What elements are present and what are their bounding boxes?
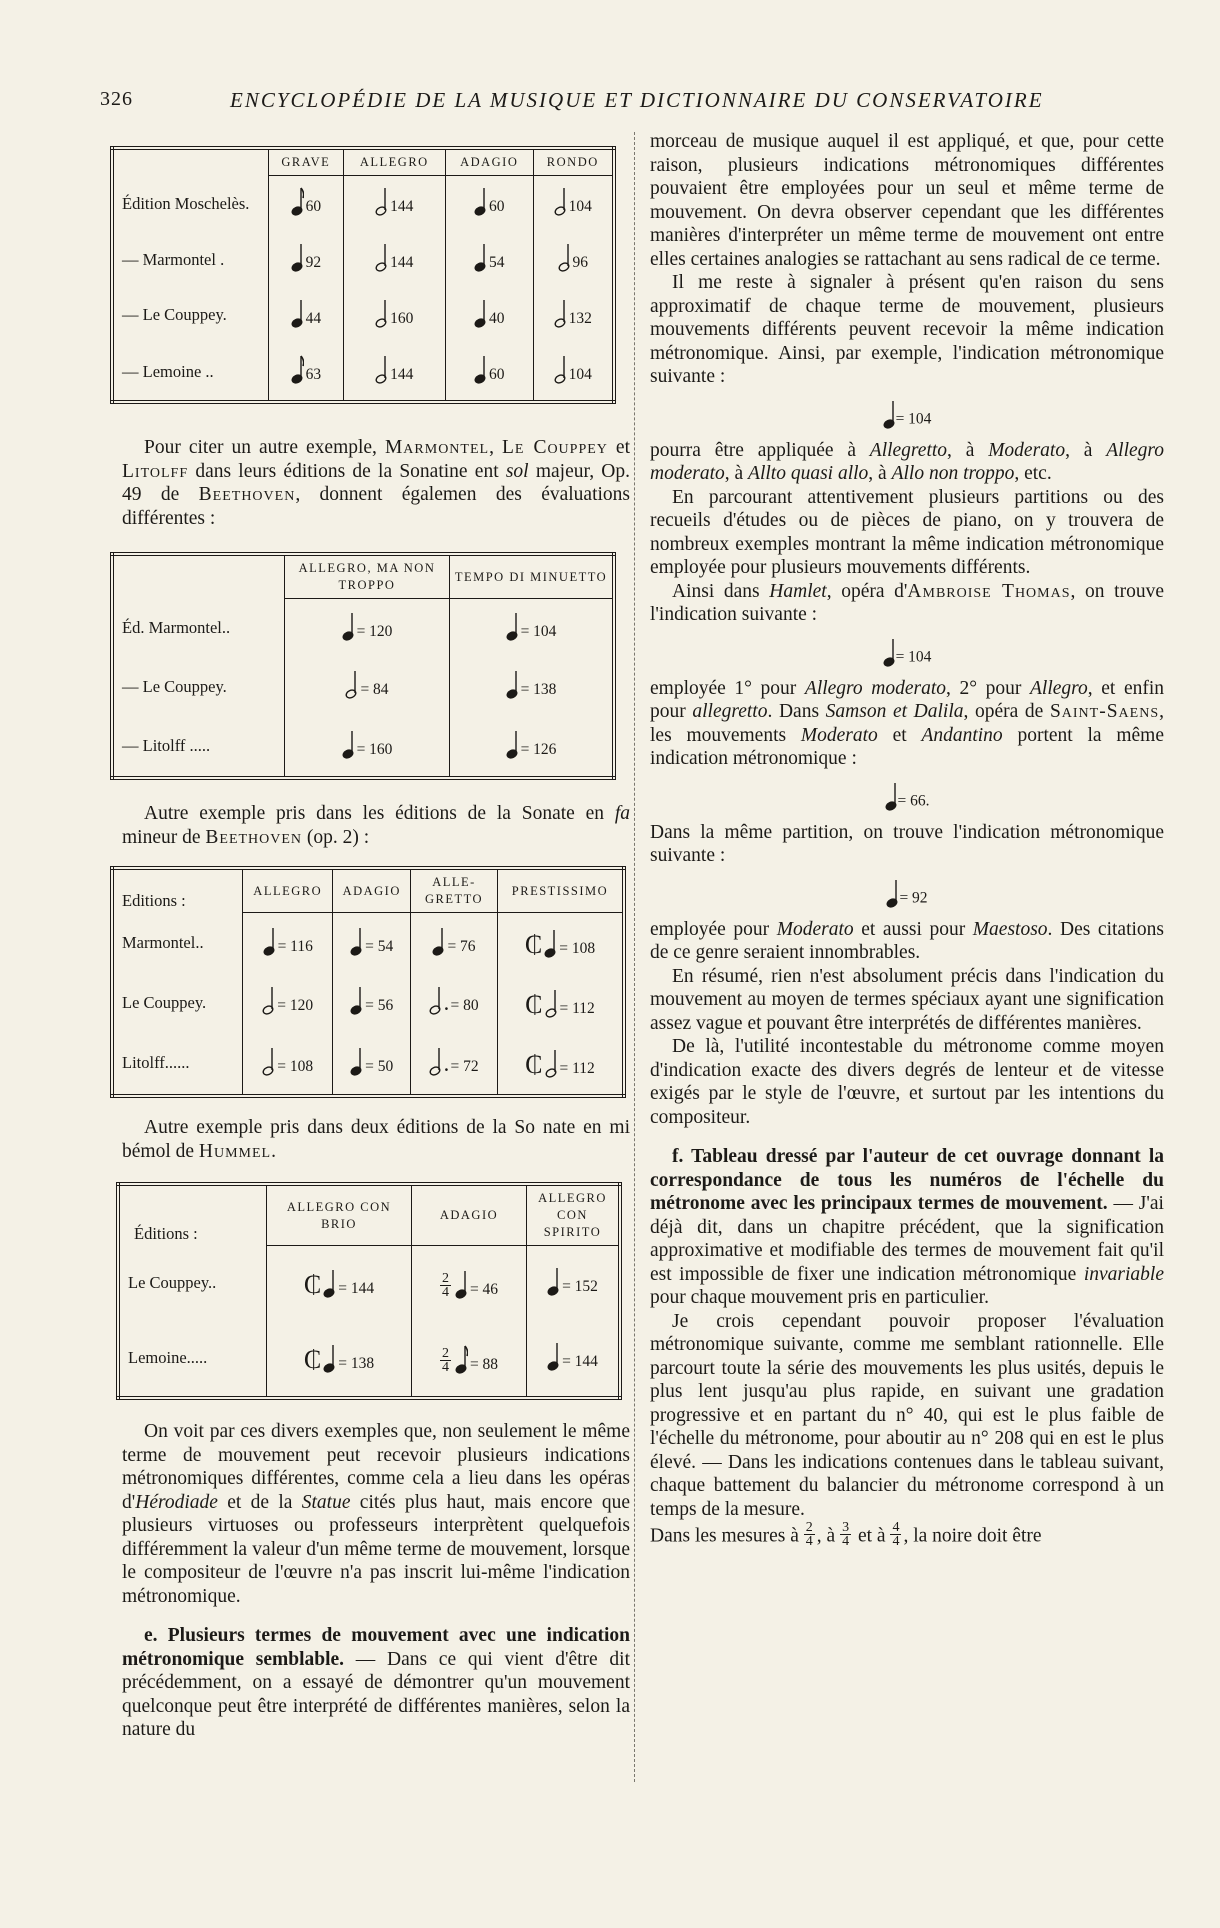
metronome-cell [533,288,614,344]
table-row [112,658,614,716]
metronome-value: = 76 [447,937,476,955]
table-header: ALLEGRO CON SPIRITO [527,1184,621,1246]
cut-time-icon: ₵ [525,989,543,1019]
metronome-cell [269,176,344,232]
metronome-value: = 108 [277,1057,314,1075]
metronome-cell [450,599,615,658]
metronome-cell [333,973,411,1033]
table-row [112,288,614,344]
quarter-note-icon [474,298,487,328]
half-note-icon [375,354,388,384]
quarter-note-icon [342,729,355,759]
table-header: GRAVE [269,148,344,176]
cut-time-icon: ₵ [525,1050,543,1080]
paragraph-hummel: Autre exemple pris dans deux éditions de la So nate en mi bémol de Hummel. [122,1117,630,1162]
cut-time-icon: ₵ [303,1345,322,1375]
row-label: — Lemoine .. [122,361,214,381]
table-header: PRESTISSIMO [498,868,625,913]
metronome-value: = 72 [450,1057,479,1075]
row-label: Le Couppey.. [128,1272,217,1292]
time-signature: $\frac{2}{4}$ [441,1271,449,1301]
metronome-value: = 84 [360,681,389,699]
section-heading-e: e. Plusieurs termes de mouvement avec une indication métronomique semblable. [122,1625,630,1670]
quarter-note-icon [263,926,276,956]
metronome-value: = 112 [559,1060,595,1078]
table-header: ALLEGRO [243,868,333,913]
metronome-cell [243,973,333,1033]
metronome-value: 60 [305,198,322,216]
paragraph: Ainsi dans Hamlet, opéra d'Ambroise Thomas, on trouve l'indication suivante : [650,580,1164,625]
metronome-value: 104 [568,198,592,216]
table-header: ALLE-GRETTO [411,868,498,913]
table-row [112,343,614,402]
paragraph-section-f: f. Tableau dressé par l'auteur de cet ouvrage donnant la correspondance de tous les numéros de l'échelle du métronome avec les principaux termes de mouvement. — J'ai déjà dit, dans un chapitre précédent, que la signification approximative et modifiable des termes de mouvement fait qu'il est impossible de fixer une indication métronomique invariable pour chaque mouvement pris en particulier. [650,1146,1164,1308]
quarter-note-icon [547,1341,560,1371]
metronome-value: = 80 [450,997,479,1015]
section-heading-f: f. Tableau dressé par l'auteur de cet ouvrage donnant la correspondance de tous les numéros de l'échelle du métronome avec les principaux termes de mouvement. [650,1146,1164,1214]
table-header: ADAGIO [445,148,533,176]
quarter-note-icon [886,878,899,910]
paragraph-measures: Dans les mesures à $\frac{2}{4}$ , à $\frac{3}{4}$ et à $\frac{4}{4}$ , la noire doit être [650,1520,1042,1549]
table-header: ADAGIO [412,1184,527,1246]
running-title: ENCYCLOPÉDIE DE LA MUSIQUE ET DICTIONNAIRE DU CONSERVATOIRE [230,88,1044,112]
metronome-value: = 126 [520,740,557,758]
dotted-half-note-icon [429,1046,442,1076]
metronome-mark-66: = 66. [650,781,1164,813]
half-note-icon [262,985,275,1015]
paragraph: De là, l'utilité incontestable du métronome comme moyen d'indication exacte des divers degrés de lenteur et de vitesse exigés par le style de l'œuvre, et surtout par les intentions du compositeur. [650,1036,1164,1128]
page-number: 326 [100,88,133,110]
table-header: TEMPO DI MINUETTO [450,554,615,599]
cut-time-icon: ₵ [303,1270,322,1300]
metronome-value: = 112 [559,999,595,1017]
metronome-value: = 46 [469,1281,499,1299]
paragraph: Je crois cependant pouvoir proposer l'évaluation métronomique suivante, comme me semblant rationnelle. Elle parcourt toute la série des mouvements les plus usités, depuis le plus lent jusqu'au plus rapide, en suivant une gradation progressive et en partant du n° 40, qui est le plus faible de l'échelle du métronome, pour aboutir au n° 208 qui en est le plus élevé. — Dans les indications contenues dans le tableau suivant, chaque battement du balancier du métronome correspond à un temps de la mesure. [650,1310,1164,1520]
metronome-cell: . = 80 [411,973,498,1033]
metronome-value: 44 [305,309,322,327]
table-row [112,599,614,658]
metronome-cell [343,343,445,402]
paragraph: pourra être appliquée à Allegretto, à Moderato, à Allegro moderato, à Allto quasi allo, à Allo non troppo, etc. [650,439,1165,484]
metronome-cell [343,176,445,232]
metronome-cell [269,288,344,344]
quarter-note-icon [342,611,355,641]
metronome-value: = 120 [356,622,393,640]
metronome-value: = 138 [520,681,557,699]
table-row [118,1320,620,1398]
table-corner-label: Éditions : [134,1223,198,1243]
metronome-cell [498,1033,625,1096]
table-header: ALLEGRO, MA NON TROPPO [285,554,450,599]
table-row [112,176,614,232]
half-note-icon [545,988,558,1018]
metronome-value: = 104 [520,622,557,640]
metronome-table-hummel [116,1182,622,1400]
time-signature: $\frac{2}{4}$ [441,1346,449,1376]
row-label: Lemoine..... [128,1348,208,1368]
metronome-cell [243,913,333,974]
metronome-cell [527,1320,621,1398]
quarter-note-icon [474,186,487,216]
metronome-cell [445,232,533,288]
quarter-note-icon [350,985,363,1015]
half-note-icon [375,298,388,328]
metronome-value: 92 [305,254,322,272]
half-note-icon [262,1046,275,1076]
row-label: — Le Couppey. [122,305,227,325]
metronome-cell [343,232,445,288]
metronome-cell [412,1320,527,1398]
quarter-note-icon [474,354,487,384]
metronome-cell [343,288,445,344]
quarter-note-icon [883,637,896,669]
table-header: ALLEGRO CON BRIO [267,1184,412,1246]
metronome-value: = 108 [559,940,596,958]
metronome-cell [533,232,614,288]
paragraph: employée 1° pour Allegro moderato, 2° pour Allegro, et enfin pour allegretto. Dans Samson et Dalila, opéra de Saint-Saens, les mouvements Moderato et Andantino portent la même indication métronomique : [650,677,1165,769]
metronome-mark-104-hamlet: = 104 [650,637,1164,669]
metronome-cell [527,1246,621,1321]
table-header: ADAGIO [333,868,411,913]
paragraph: En résumé, rien n'est absolument précis dans l'indication du mouvement au moyen de termes spéciaux ayant une signification assez vague et pouvant être interprétés de différentes manières. [650,965,1164,1034]
metronome-value: = 56 [365,997,394,1015]
paragraph-sonatine: Pour citer un autre exemple, Marmontel, Le Couppey et Litolff dans leurs éditions de la Sonatine ent sol majeur, Op. 49 de Beethoven, donnent égalemen des évaluations différentes : [122,437,631,529]
paragraph: employée pour Moderato et aussi pour Maestoso. Des citations de ce genre seraient innombrables. [650,918,1164,963]
table-row [112,973,624,1033]
metronome-cell [285,599,450,658]
eighth-note-icon [455,1344,468,1374]
table-header: ALLEGRO [343,148,445,176]
metronome-value: = 152 [562,1277,598,1295]
table-row [118,1246,620,1321]
metronome-value: 104 [568,366,592,384]
row-label: Éd. Marmontel.. [122,618,231,638]
quarter-note-icon [432,926,445,956]
eighth-note-icon [291,354,304,384]
metronome-value: = 116 [277,937,313,955]
metronome-value: = 144 [562,1352,598,1370]
paragraph: morceau de musique auquel il est appliqué, et que, pour cette raison, plusieurs indications métronomiques différentes pouvaient être employées pour un seul et même terme de mouvement. On devra observer cependant que les différentes manières d'interpréter un même terme de mouvement ont entre elles certaines analogies se rattachant au sens radical de ce terme. [650,131,1164,270]
metronome-cell [450,716,615,778]
quarter-note-icon [455,1269,468,1299]
metronome-value: 60 [488,198,505,216]
table-row [112,1033,624,1096]
quarter-note-icon [885,781,898,813]
time-signature-2-4: $\frac{2}{4}$ [805,1520,813,1549]
quarter-note-icon [291,298,304,328]
half-note-icon [558,242,571,272]
metronome-value: = 138 [338,1355,375,1373]
metronome-cell [450,658,615,716]
metronome-cell [267,1246,412,1321]
metronome-cell [333,913,411,974]
metronome-cell [333,1033,411,1096]
half-note-icon [554,298,567,328]
metronome-value: 96 [572,254,589,272]
table-header: RONDO [533,148,614,176]
quarter-note-icon [506,729,519,759]
metronome-cell [269,343,344,402]
table-row [112,716,614,778]
paragraph-sonate-fa: Autre exemple pris dans les éditions de la Sonate en fa mineur de Beethoven (op. 2) : [122,803,630,848]
time-signature-4-4: $\frac{4}{4}$ [892,1520,900,1549]
time-signature-3-4: $\frac{3}{4}$ [842,1520,850,1549]
metronome-cell [285,716,450,778]
metronome-cell [445,288,533,344]
table-row [112,232,614,288]
half-note-icon [375,186,388,216]
metronome-cell [285,658,450,716]
metronome-cell [498,913,625,974]
row-label: — Litolff ..... [122,736,211,756]
dotted-half-note-icon [429,985,442,1015]
metronome-value: = 88 [469,1356,499,1374]
quarter-note-icon [291,242,304,272]
half-note-icon [554,186,567,216]
quarter-note-icon [323,1268,336,1298]
metronome-value: = 144 [338,1280,375,1298]
metronome-cell [267,1320,412,1398]
right-column-body [650,130,1164,1548]
quarter-note-icon [506,611,519,641]
half-note-icon [545,1048,558,1078]
metronome-cell [445,343,533,402]
metronome-value: 132 [568,309,592,327]
metronome-mark-104: = 104 [650,399,1164,431]
metronome-mark-92: = 92 [650,878,1164,910]
quarter-note-icon [547,1266,560,1296]
half-note-icon [375,242,388,272]
quarter-note-icon [474,242,487,272]
column-divider [634,132,636,1782]
metronome-cell [412,1246,527,1321]
table-corner-label: Editions : [122,890,186,910]
paragraph-examples: On voit par ces divers exemples que, non seulement le même terme de mouvement peut recevoir plusieurs indications métronomiques différentes, comme cela a lieu dans les opéras d'Hérodiade et de la Statue cités plus haut, mais encore que plusieurs virtuoses ou professeurs interprètent quelquefois différemment la valeur d'un même terme de mouvement, lorsque le compositeur de l'œuvre n'a pas inscrit lui-même l'indication métronomique. [122,1421,630,1607]
table-row [112,913,624,974]
cut-time-icon: ₵ [524,930,543,960]
left-column-body [122,1420,630,1742]
metronome-cell [533,176,614,232]
metronome-value: 63 [305,366,322,384]
row-label: — Marmontel . [122,249,225,269]
paragraph: Dans la même partition, on trouve l'indication métronomique suivante : [650,821,1164,866]
paragraph: En parcourant attentivement plusieurs partitions ou des recueils d'études ou de pièces de piano, on y trouvera de nombreux exemples montrant la même indication métronomique employée pour plusieurs mouvements différents. [650,486,1164,578]
metronome-cell [411,913,498,974]
half-note-icon [554,354,567,384]
quarter-note-icon [350,926,363,956]
paragraph: Il me reste à signaler à présent qu'en raison du sens approximatif de chaque terme de mouvement, plusieurs mouvements différents peuvent recevoir la même indication métronomique. Ainsi, par exemple, l'indication métronomique suivante : [650,272,1164,387]
metronome-cell [243,1033,333,1096]
metronome-table-sonate-fa [110,866,626,1098]
metronome-table-moscheles [110,146,616,404]
metronome-cell [445,176,533,232]
metronome-value: 144 [390,198,414,216]
row-label: Le Couppey. [122,992,207,1012]
metronome-cell [269,232,344,288]
row-label: Marmontel.. [122,932,204,952]
metronome-cell: . = 72 [411,1033,498,1096]
row-label: Édition Moschelès. [122,193,250,213]
metronome-value: 40 [488,309,505,327]
metronome-value: 160 [390,309,414,327]
metronome-value: 54 [488,254,505,272]
half-note-icon [345,669,358,699]
metronome-table-sonatine [110,552,616,780]
metronome-value: = 120 [277,997,314,1015]
eighth-note-icon [291,186,304,216]
quarter-note-icon [323,1343,336,1373]
metronome-value: = 160 [356,740,393,758]
row-label: Litolff...... [122,1053,190,1073]
metronome-value: 60 [488,366,505,384]
quarter-note-icon [883,399,896,431]
paragraph-section-e: e. Plusieurs termes de mouvement avec une indication métronomique semblable. — Dans ce qui vient d'être dit précédemment, on a essayé de démontrer qu'un mouvement quelconque peut être interprété de différentes manières, selon la nature du [122,1625,630,1740]
metronome-cell [498,973,625,1033]
quarter-note-icon [544,928,557,958]
quarter-note-icon [350,1046,363,1076]
metronome-value: 144 [390,366,414,384]
row-label: — Le Couppey. [122,676,227,696]
metronome-value: 144 [390,254,414,272]
quarter-note-icon [506,669,519,699]
metronome-value: = 50 [365,1057,394,1075]
metronome-cell [533,343,614,402]
metronome-value: = 54 [365,937,394,955]
